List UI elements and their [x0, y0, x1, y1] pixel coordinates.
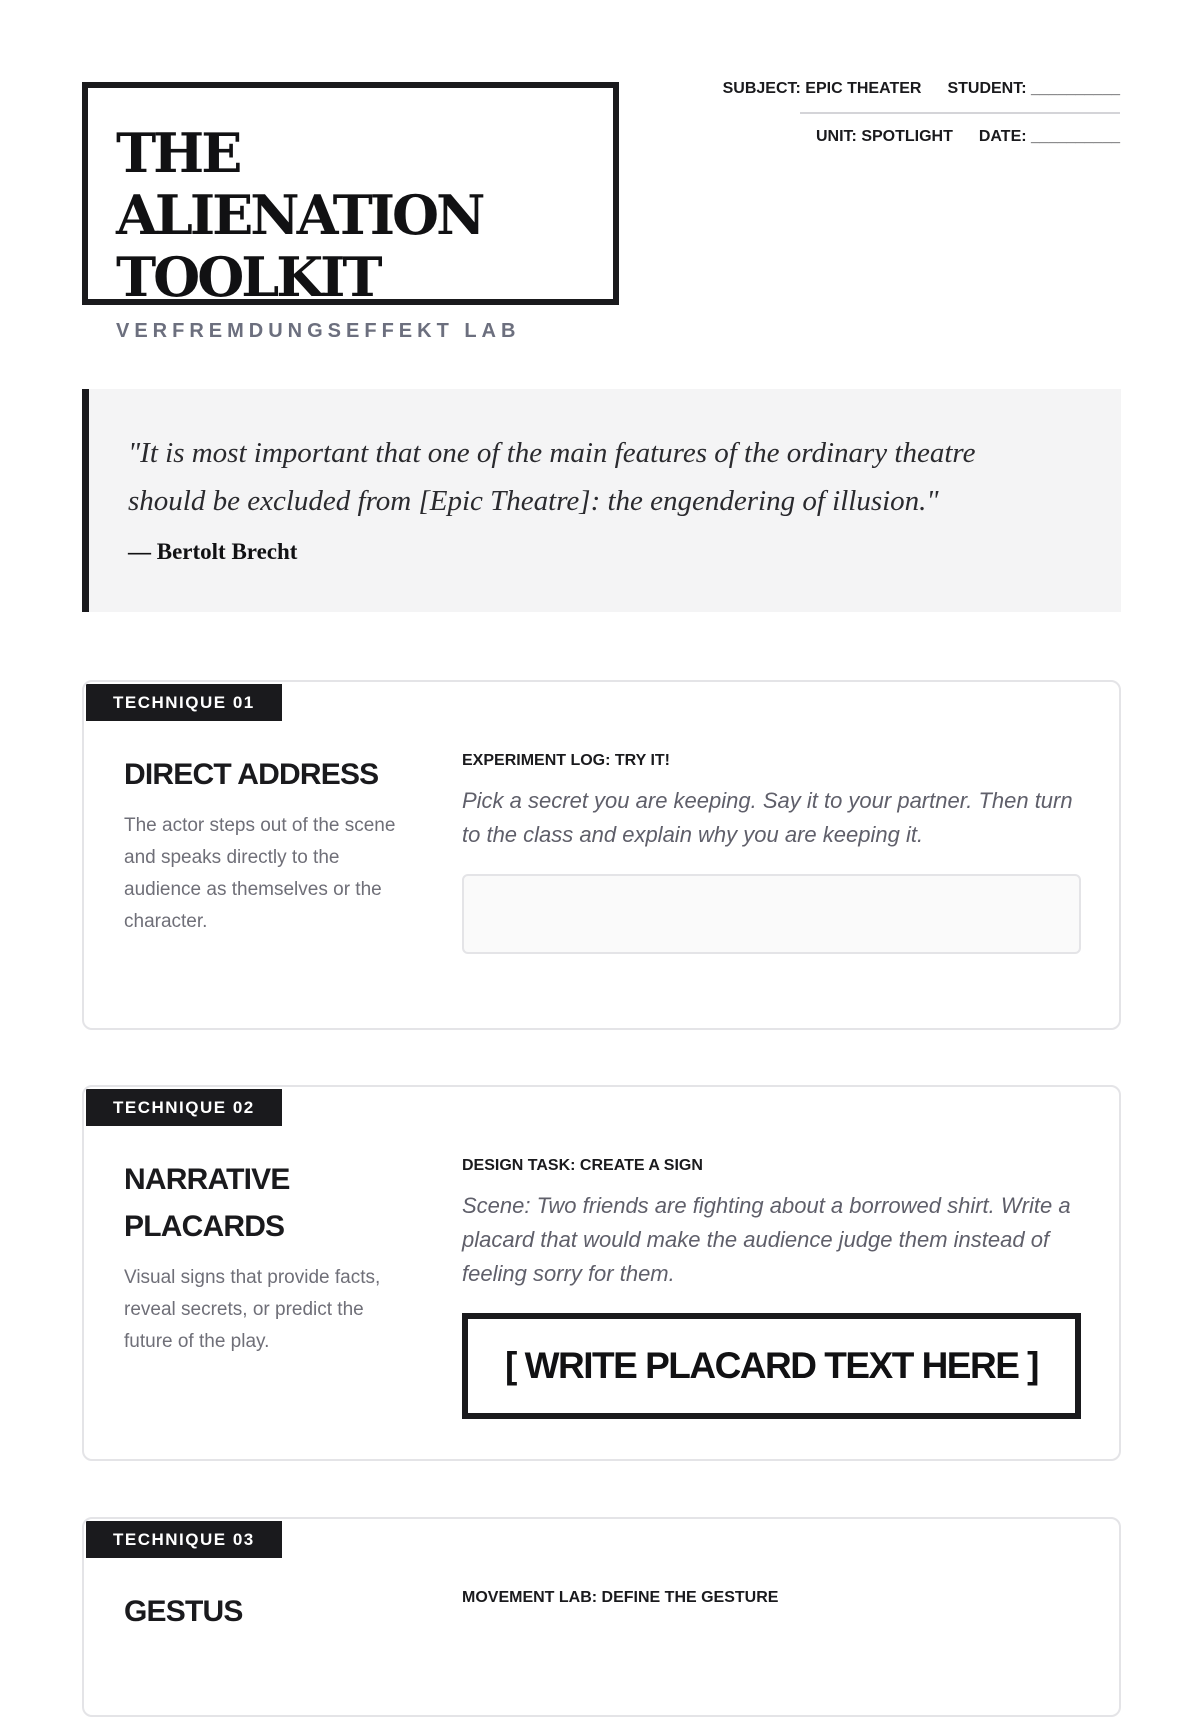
- technique-task-02: [462, 1157, 1081, 1419]
- meta-row-subject-student: [723, 80, 1120, 112]
- technique-card-03: [82, 1517, 1121, 1717]
- quote-text: "It is most important that one of the main features of the ordinary theatre should be excluded from [Epic Theatre]: the engendering of illusion.": [128, 437, 976, 517]
- student-field[interactable]: STUDENT: __________: [947, 80, 1120, 97]
- page-title: [116, 122, 613, 308]
- technique-tag-01: TECHNIQUE 01: [86, 684, 282, 721]
- brecht-quote: [82, 389, 1121, 612]
- technique-tag-03: TECHNIQUE 03: [86, 1521, 282, 1558]
- technique-title-02: NARRATIVE PLACARDS: [124, 1163, 290, 1243]
- date-field[interactable]: DATE: __________: [978, 128, 1120, 145]
- task-label-03: MOVEMENT LAB: DEFINE THE GESTURE: [462, 1589, 779, 1606]
- technique-card-02: [82, 1085, 1121, 1461]
- task-prompt-02: Scene: Two friends are fighting about a borrowed shirt. Write a placard that would make the audience judge them instead of feeling sorry for them.: [462, 1193, 1071, 1286]
- technique-info-02: [124, 1156, 414, 1358]
- technique-task-03: [462, 1589, 1081, 1607]
- technique-title-01: DIRECT ADDRESS: [124, 758, 379, 791]
- worksheet-meta: [723, 80, 1120, 146]
- title-line-2: TOOLKIT: [116, 245, 380, 309]
- title-box: [82, 82, 619, 342]
- subject-label: SUBJECT: EPIC THEATER: [722, 80, 922, 97]
- task-prompt-01: Pick a secret you are keeping. Say it to your partner. Then turn to the class and explain why you are keeping it.: [462, 788, 1073, 847]
- technique-description-02: Visual signs that provide facts, reveal secrets, or predict the future of the play.: [124, 1267, 381, 1352]
- technique-card-01: [82, 680, 1121, 1030]
- answer-input-01[interactable]: [462, 874, 1081, 954]
- task-label-02: DESIGN TASK: CREATE A SIGN: [462, 1157, 703, 1174]
- unit-label: UNIT: SPOTLIGHT: [815, 128, 953, 145]
- technique-info-01: [124, 751, 414, 938]
- page-subtitle: VERFREMDUNGSEFFEKT LAB: [116, 320, 521, 342]
- task-label-01: EXPERIMENT LOG: TRY IT!: [462, 752, 671, 769]
- technique-info-03: [124, 1588, 414, 1635]
- technique-task-01: [462, 752, 1081, 954]
- meta-row-unit-date: [723, 114, 1120, 146]
- placard-input[interactable]: [ WRITE PLACARD TEXT HERE ]: [462, 1313, 1081, 1419]
- quote-author: — Bertolt Brecht: [128, 539, 298, 564]
- technique-title-03: GESTUS: [124, 1595, 243, 1628]
- technique-description-01: The actor steps out of the scene and speaks directly to the audience as themselves or the character.: [124, 815, 396, 932]
- title-line-1: THE ALIENATION: [116, 121, 483, 247]
- technique-tag-02: TECHNIQUE 02: [86, 1089, 282, 1126]
